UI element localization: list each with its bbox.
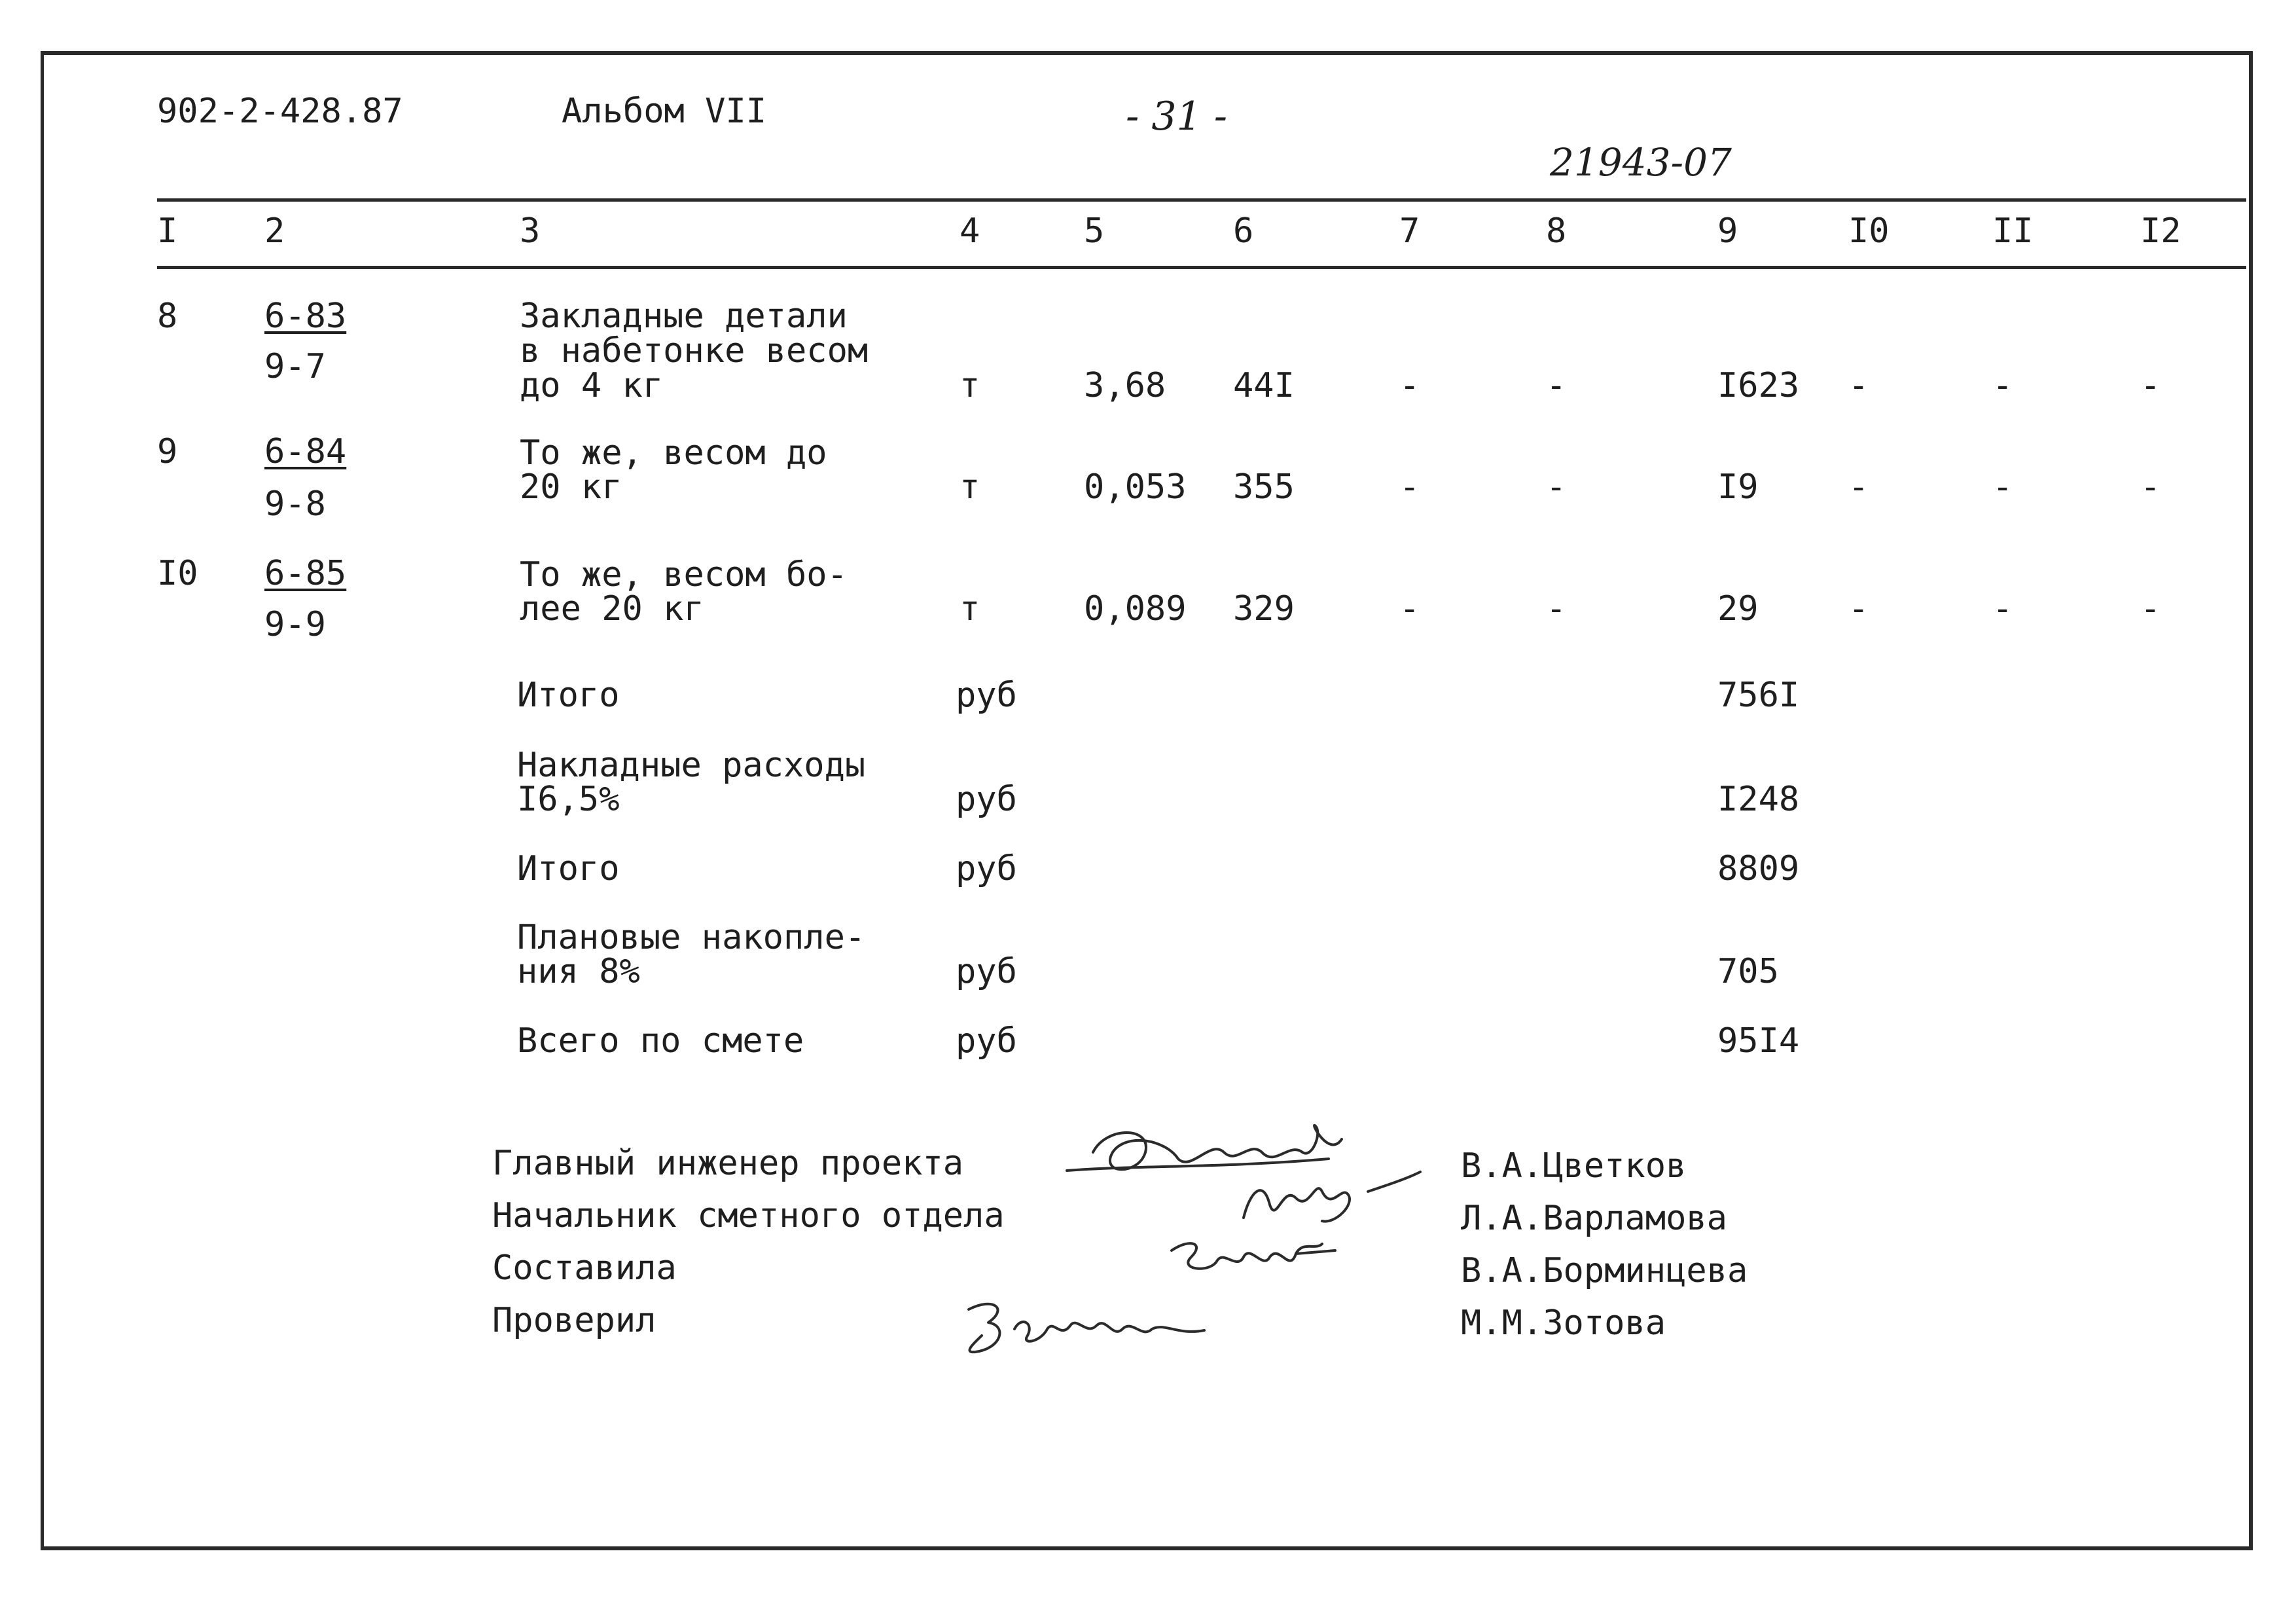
rate-code: 6-85 (264, 554, 347, 593)
row-number: 9 (157, 432, 178, 471)
summary-label: I6,5% (517, 780, 620, 819)
column-header: 7 (1399, 211, 1420, 251)
signatory-role: Главный инженер проекта (492, 1144, 964, 1183)
column-header: I0 (1848, 211, 1890, 251)
price-cell: 355 (1233, 467, 1295, 507)
column-header: II (1992, 211, 2034, 251)
signatory-role: Составила (492, 1249, 677, 1288)
summary-total: 95I4 (1717, 1021, 1800, 1061)
dash-cell: - (1546, 366, 1567, 405)
signatory-role: Начальник сметного отдела (492, 1196, 1005, 1235)
item-description: в набетонке весом (520, 331, 869, 371)
column-header: 2 (264, 211, 285, 251)
signatory-name: М.М.Зотова (1461, 1303, 1666, 1343)
table-header-rule (157, 266, 2246, 269)
signatory-name: В.А.Борминцева (1461, 1251, 1748, 1290)
unit-cell: т (960, 467, 980, 507)
summary-label: Плановые накопле- (517, 918, 866, 957)
item-description: То же, весом бо- (520, 555, 848, 594)
signatory-role: Проверил (492, 1301, 656, 1340)
project-code: 902-2-428.87 (157, 92, 403, 131)
summary-unit: руб (956, 952, 1017, 991)
column-header: 6 (1233, 211, 1254, 251)
summary-total: 8809 (1717, 849, 1800, 888)
row-number: 8 (157, 297, 178, 336)
dash-cell: - (1399, 467, 1420, 507)
column-header: 9 (1717, 211, 1738, 251)
price-cell: 329 (1233, 589, 1295, 629)
quantity-cell: 3,68 (1084, 366, 1166, 405)
dash-cell: - (1546, 589, 1567, 629)
rate-subcode: 9-7 (264, 347, 326, 386)
rate-subcode: 9-9 (264, 605, 326, 644)
column-header: 4 (960, 211, 980, 251)
page-number: - 31 - (1126, 94, 1228, 139)
summary-label: Всего по смете (517, 1021, 804, 1061)
dash-cell: - (2140, 589, 2161, 629)
summary-label: ния 8% (517, 952, 640, 991)
total-cell: I623 (1717, 366, 1800, 405)
column-header: 3 (520, 211, 541, 251)
summary-total: I248 (1717, 780, 1800, 819)
summary-unit: руб (956, 676, 1017, 715)
dash-cell: - (1992, 366, 2013, 405)
summary-label: Накладные расходы (517, 746, 866, 785)
summary-unit: руб (956, 1021, 1017, 1061)
summary-total: 756I (1717, 676, 1800, 715)
dash-cell: - (1848, 589, 1869, 629)
quantity-cell: 0,089 (1084, 589, 1187, 629)
summary-total: 705 (1717, 952, 1779, 991)
column-header: 5 (1084, 211, 1105, 251)
unit-cell: т (960, 589, 980, 629)
signatory-name: Л.А.Варламова (1461, 1199, 1727, 1238)
rate-code: 6-84 (264, 432, 347, 471)
dash-cell: - (2140, 467, 2161, 507)
handwritten-signature (1152, 1224, 1348, 1290)
column-header: I (157, 211, 178, 251)
summary-label: Итого (517, 849, 620, 888)
document-number: 21943-07 (1550, 140, 1732, 185)
dash-cell: - (1848, 366, 1869, 405)
summary-unit: руб (956, 780, 1017, 819)
dash-cell: - (1992, 589, 2013, 629)
rate-code: 6-83 (264, 297, 347, 336)
table-top-rule (157, 198, 2246, 202)
summary-unit: руб (956, 849, 1017, 888)
handwritten-signature (956, 1290, 1230, 1368)
column-header: I2 (2140, 211, 2181, 251)
row-number: I0 (157, 554, 198, 593)
item-description: лее 20 кг (520, 589, 704, 629)
column-header: 8 (1546, 211, 1567, 251)
dash-cell: - (1848, 467, 1869, 507)
total-cell: 29 (1717, 589, 1759, 629)
item-description: до 4 кг (520, 366, 664, 405)
dash-cell: - (1546, 467, 1567, 507)
item-description: 20 кг (520, 467, 622, 507)
unit-cell: т (960, 366, 980, 405)
dash-cell: - (1399, 366, 1420, 405)
item-description: Закладные детали (520, 297, 848, 336)
price-cell: 44I (1233, 366, 1295, 405)
signatory-name: В.А.Цветков (1461, 1146, 1687, 1186)
dash-cell: - (1399, 589, 1420, 629)
dash-cell: - (2140, 366, 2161, 405)
dash-cell: - (1992, 467, 2013, 507)
item-description: То же, весом до (520, 433, 827, 473)
quantity-cell: 0,053 (1084, 467, 1187, 507)
summary-label: Итого (517, 676, 620, 715)
total-cell: I9 (1717, 467, 1759, 507)
album-label: Альбом VII (562, 92, 767, 131)
rate-subcode: 9-8 (264, 484, 326, 524)
